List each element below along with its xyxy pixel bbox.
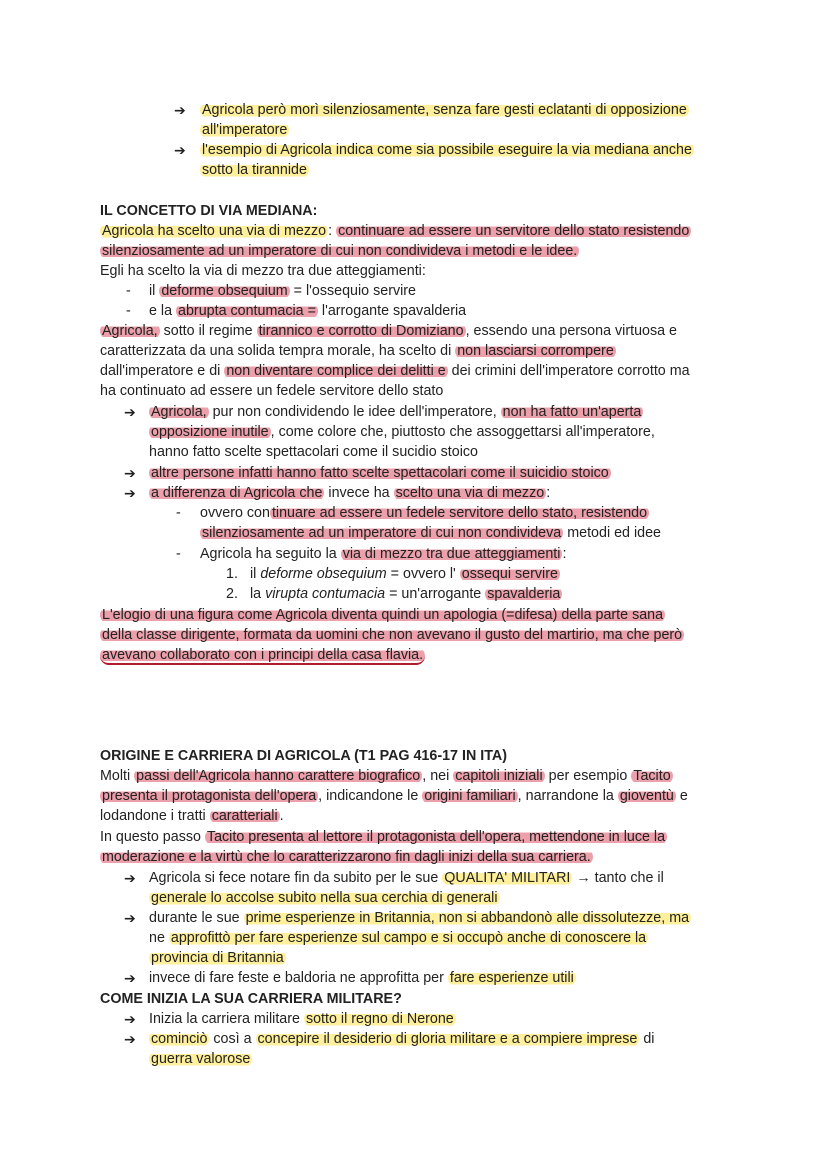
- dash-bullet: -: [176, 546, 181, 562]
- list-number: 2.: [226, 586, 238, 602]
- sub-item-line: Agricola ha seguito la via di mezzo tra due atteggiamenti :: [200, 546, 567, 562]
- section-heading-via-mediana: IL CONCETTO DI VIA MEDIANA:: [100, 203, 318, 219]
- paragraph-line: Agricola ha scelto una via di mezzo : continuare ad essere un servitore dello stato resistendo: [102, 223, 690, 239]
- arrow-right-icon: ➔: [124, 1031, 136, 1047]
- arrow-item-line: a differenza di Agricola che invece ha scelto una via di mezzo :: [151, 485, 551, 501]
- arrow-item-line: opposizione inutile , come colore che, piuttosto che assoggettarsi all'imperatore,: [151, 424, 655, 440]
- paragraph-line: caratterizzata da una solida tempra morale, ha scelto di non lasciarsi corrompere: [100, 343, 614, 359]
- arrow-item-line: generale lo accolse subito nella sua cerchia di generali: [151, 890, 498, 906]
- arrow-right-icon: ➔: [124, 404, 136, 420]
- arrow-item-line: hanno fatto scelte spettacolari come il sucidio stoico: [149, 444, 479, 460]
- arrow-right-icon: ➔: [124, 870, 136, 886]
- paragraph-line: Molti passi dell'Agricola hanno carattere biografico , nei capitoli iniziali per esempio Tacito: [100, 768, 671, 784]
- list-number: 1.: [226, 566, 238, 582]
- intro-bullet-1-line-2: all'imperatore: [202, 122, 288, 138]
- arrow-item-line: Agricola si fece notare fin da subito per le sue QUALITA' MILITARI → tanto che il: [149, 870, 664, 886]
- paragraph-line: L'elogio di una figura come Agricola diventa quindi un apologia (=difesa) della parte sana: [102, 607, 664, 623]
- section-heading-carriera: COME INIZIA LA SUA CARRIERA MILITARE?: [100, 991, 402, 1007]
- paragraph-line: lodandone i tratti caratteriali .: [100, 808, 284, 824]
- arrow-item-line: provincia di Britannia: [151, 950, 284, 966]
- arrow-right-icon: ➔: [124, 1011, 136, 1027]
- dash-item-abrupta: e la abrupta contumacia = l'arrogante spavalderia: [149, 303, 467, 319]
- intro-bullet-1-line-1: Agricola però morì silenziosamente, senza fare gesti eclatanti di opposizione: [202, 102, 687, 118]
- arrow-right-icon: ➔: [174, 102, 186, 118]
- arrow-item-line: Inizia la carriera militare sotto il regno di Nerone: [149, 1011, 454, 1027]
- sub-item-line: silenziosamente ad un imperatore di cui non condivideva metodi ed idee: [202, 525, 661, 541]
- dash-item-deforme: il deforme obsequium = l'ossequio servire: [149, 283, 417, 299]
- paragraph-line: silenziosamente ad un imperatore di cui non condivideva i metodi e le idee.: [102, 243, 578, 259]
- arrow-item-line: cominciò così a concepire il desiderio di gloria militare e a compiere imprese di: [151, 1031, 655, 1047]
- dash-bullet: -: [126, 283, 131, 299]
- arrow-item-line: Agricola, pur non condividendo le idee dell'imperatore, non ha fatto un'aperta: [151, 404, 642, 420]
- dash-bullet: -: [126, 303, 131, 319]
- arrow-item-line: invece di fare feste e baldoria ne approfitta per fare esperienze utili: [149, 970, 574, 986]
- arrow-item-line: ne approfittò per fare esperienze sul campo e si occupò anche di conoscere la: [149, 930, 647, 946]
- arrow-right-icon: ➔: [174, 142, 186, 158]
- paragraph-line: moderazione e la virtù che lo caratterizzarono fin dagli inizi della sua carriera.: [102, 849, 591, 865]
- sub-item-line: ovvero con tinuare ad essere un fedele servitore dello stato, resistendo: [200, 505, 648, 521]
- arrow-right-icon: ➔: [124, 465, 136, 481]
- intro-bullet-2-line-1: l'esempio di Agricola indica come sia possibile eseguire la via mediana anche: [202, 142, 692, 158]
- paragraph-line: Egli ha scelto la via di mezzo tra due atteggiamenti:: [100, 263, 426, 279]
- numbered-item-deforme: il deforme obsequium = ovvero l' ossequi servire: [250, 566, 558, 582]
- section-heading-origine: ORIGINE E CARRIERA DI AGRICOLA (T1 PAG 416-17 IN ITA): [100, 748, 507, 764]
- arrow-item-line: altre persone infatti hanno fatto scelte spettacolari come il suicidio stoico: [151, 465, 609, 481]
- arrow-right-icon: ➔: [124, 910, 136, 926]
- arrow-right-icon: ➔: [124, 970, 136, 986]
- arrow-item-line: guerra valorose: [151, 1051, 251, 1067]
- paragraph-line: presenta il protagonista dell'opera , indicandone le origini familiari , narrandone la gioventù e: [102, 788, 688, 804]
- dash-bullet: -: [176, 505, 181, 521]
- paragraph-line: In questo passo Tacito presenta al lettore il protagonista dell'opera, mettendone in luce la: [100, 829, 666, 845]
- numbered-item-virupta: la virupta contumacia = un'arrogante spavalderia: [250, 586, 561, 602]
- paragraph-line: della classe dirigente, formata da uomini che non avevano il gusto del martirio, ma che però: [102, 627, 683, 643]
- paragraph-line: avevano collaborato con i principi della casa flavia.: [102, 647, 424, 663]
- arrow-item-line: durante le sue prime esperienze in Britannia, non si abbandonò alle dissolutezze, ma: [149, 910, 690, 926]
- arrow-right-icon: ➔: [124, 485, 136, 501]
- paragraph-line: dall'imperatore e di non diventare complice dei delitti e dei crimini dell'imperatore corrotto ma: [100, 363, 690, 379]
- paragraph-line: ha continuato ad essere un fedele servitore dello stato: [100, 383, 444, 399]
- paragraph-line: Agricola, sotto il regime tirannico e corrotto di Domiziano , essendo una persona virtuosa e: [102, 323, 677, 339]
- intro-bullet-2-line-2: sotto la tirannide: [202, 162, 307, 178]
